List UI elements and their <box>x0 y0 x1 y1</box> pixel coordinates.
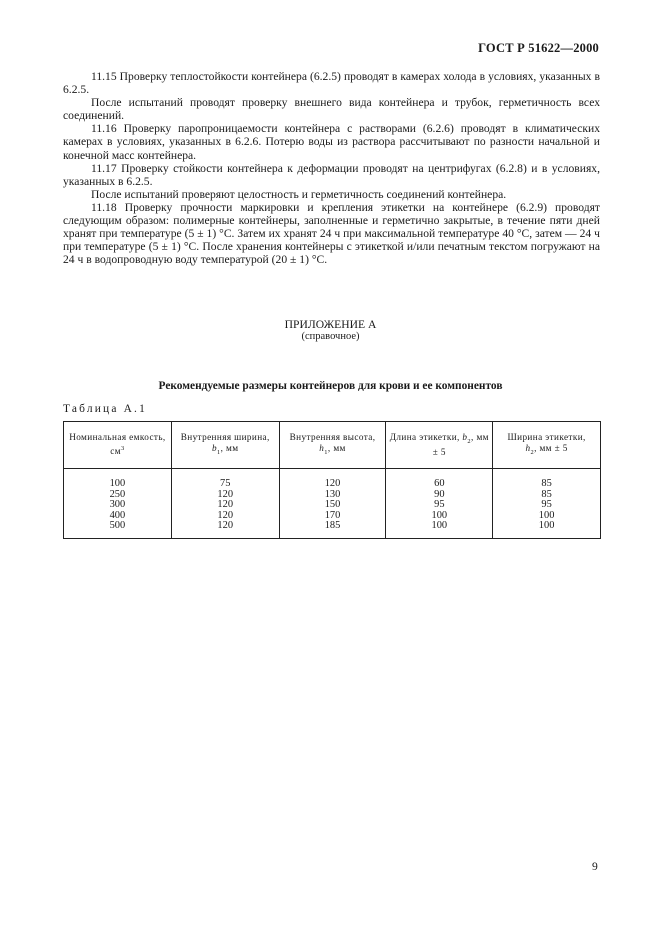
paragraph: 11.15 Проверку теплостойкости контейнера (6.2.5) проводят в камерах холода в условиях, указанных в 6.2.5. <box>63 70 600 97</box>
header-capacity: Номинальная емкость, $см^3$ <box>64 422 172 469</box>
table-cell: 100 <box>431 520 448 532</box>
table-cell: 185 <box>324 520 341 532</box>
body-text <box>63 70 600 266</box>
paragraph: 11.17 Проверку стойкости контейнера к деформации проводят на центрифугах (6.2.8) и в условиях, указанных в 6.2.5. <box>63 161 600 188</box>
paragraph: После испытаний проверяют целостность и герметичность соединений контейнера. <box>91 187 507 201</box>
table-cell: 95 <box>541 499 552 511</box>
table-cell: 100 <box>109 478 126 489</box>
container-sizes-table <box>63 421 601 539</box>
inner-height-values <box>279 469 386 539</box>
table-cell: 90 <box>434 488 445 500</box>
table-cell: 250 <box>109 488 126 500</box>
table-header-row <box>64 422 601 469</box>
table-label: Таблица А.1 <box>63 403 147 415</box>
inner-width-values <box>171 469 279 539</box>
paragraph: 11.16 Проверку паропроницаемости контейнера с растворами (6.2.6) проводят в климатических камерах в условиях, указанных в 6.2.6. Потерю воды из раствора рассчитывают по разности начальной и конечной масс контейнера. <box>63 122 600 162</box>
header-label-length: Длина этикетки, $b_2$, мм ± 5 <box>386 422 493 469</box>
table-cell: 120 <box>217 499 234 511</box>
annex-subtitle: (справочное) <box>301 331 360 342</box>
paragraph: 11.18 Проверку прочности маркировки и крепления этикетки на контейнере (6.2.9) проводят следующим образом: полимерные контейнеры, заполненные и герметично закрытые, в течение пяти дней хранят при температуре (5 ± 1) °С. Затем их хранят 24 ч при максимальной температуре 40 °С, затем — 24 ч при температуре (5 ± 1) °С. После хранения контейнеры с этикеткой и/или печатным текстом погружают на 24 ч в водопроводную воду температурой (20 ± 1) °С. <box>63 200 600 267</box>
paragraph: После испытаний проводят проверку внешнего вида контейнера и трубок, герметичность всех соединений. <box>63 96 600 123</box>
label-width-values <box>493 469 601 539</box>
table-cell: 300 <box>109 499 126 511</box>
table-cell: 120 <box>217 488 234 500</box>
table-cell: 100 <box>538 509 555 521</box>
table-cell: 500 <box>109 520 126 532</box>
capacity-values <box>64 469 172 539</box>
table-cell: 85 <box>541 478 552 489</box>
table-cell: 75 <box>220 478 231 489</box>
label-length-values <box>386 469 493 539</box>
table-cell: 60 <box>434 478 445 489</box>
table-cell: 400 <box>109 509 126 521</box>
table-cell: 130 <box>324 488 341 500</box>
table-cell: 120 <box>217 520 234 532</box>
table-cell: 100 <box>431 509 448 521</box>
table-cell: 85 <box>541 488 552 500</box>
header-inner-height: Внутренняя высота, $h_1$, мм <box>279 422 386 469</box>
header-label-width: Ширина этикетки, $h_2$, мм ± 5 <box>493 422 601 469</box>
document-header: ГОСТ Р 51622—2000 <box>478 41 599 55</box>
table-cell: 100 <box>538 520 555 532</box>
page-number: 9 <box>592 860 598 873</box>
table-cell: 120 <box>324 478 341 489</box>
table-cell: 170 <box>324 509 341 521</box>
table-body-row <box>64 469 601 539</box>
table-cell: 150 <box>324 499 341 511</box>
header-inner-width: Внутренняя ширина, $b_1$, мм <box>171 422 279 469</box>
annex-title: ПРИЛОЖЕНИЕ А <box>284 318 377 331</box>
table-heading: Рекомендуемые размеры контейнеров для крови и ее компонентов <box>158 380 503 392</box>
table-cell: 120 <box>217 509 234 521</box>
table-cell: 95 <box>434 499 445 511</box>
